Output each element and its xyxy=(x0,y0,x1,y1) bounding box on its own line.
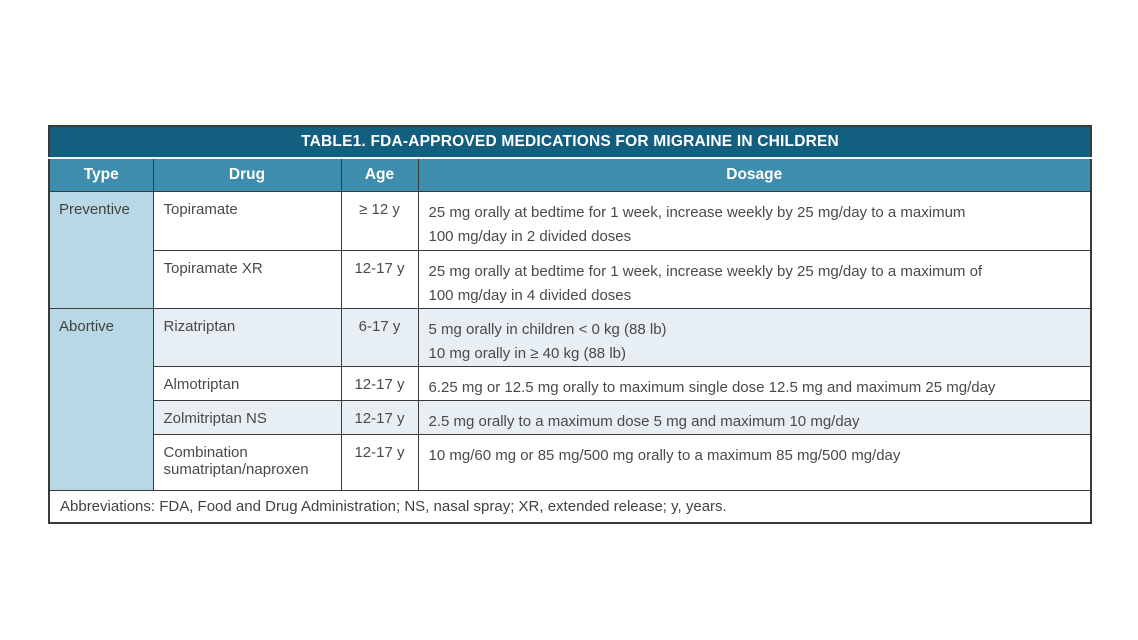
table-row-zolmitriptan-ns xyxy=(49,400,1091,434)
table-title-row xyxy=(49,126,1091,158)
column-header-type: Type xyxy=(49,158,153,191)
dosage-cell xyxy=(418,366,1091,400)
age-cell: 12-17 y xyxy=(341,434,418,490)
drug-cell: Zolmitriptan NS xyxy=(153,400,341,434)
fda-migraine-medications-table xyxy=(48,125,1092,524)
column-header-drug: Drug xyxy=(153,158,341,191)
drug-cell: Topiramate XR xyxy=(153,250,341,308)
column-header-dosage: Dosage xyxy=(418,158,1091,191)
dosage-line: 25 mg orally at bedtime for 1 week, increase weekly by 25 mg/day to a maximum xyxy=(428,203,966,221)
drug-cell: Topiramate xyxy=(153,191,341,250)
age-cell: 12-17 y xyxy=(341,250,418,308)
table-row-almotriptan xyxy=(49,366,1091,400)
dosage-line: 5 mg orally in children < 0 kg (88 lb) xyxy=(428,320,667,338)
dosage-cell xyxy=(418,400,1091,434)
table-title: TABLE1. FDA-APPROVED MEDICATIONS FOR MIGRAINE IN CHILDREN xyxy=(49,126,1091,158)
dosage-cell xyxy=(418,308,1091,366)
age-cell: 12-17 y xyxy=(341,400,418,434)
drug-cell: Combination sumatriptan/naproxen xyxy=(153,434,341,490)
table-footnote-row xyxy=(49,490,1091,523)
dosage-line: 10 mg orally in ≥ 40 kg (88 lb) xyxy=(428,344,626,362)
dosage-line: 2.5 mg orally to a maximum dose 5 mg and maximum 10 mg/day xyxy=(428,412,860,430)
dosage-line: 100 mg/day in 4 divided doses xyxy=(428,286,632,304)
dosage-line: 6.25 mg or 12.5 mg orally to maximum single dose 12.5 mg and maximum 25 mg/day xyxy=(428,378,996,396)
dosage-line: 100 mg/day in 2 divided doses xyxy=(428,227,632,245)
drug-cell: Rizatriptan xyxy=(153,308,341,366)
dosage-cell xyxy=(418,250,1091,308)
type-group-preventive: Preventive xyxy=(49,191,153,308)
dosage-cell xyxy=(418,191,1091,250)
age-cell: ≥ 12 y xyxy=(341,191,418,250)
column-header-age: Age xyxy=(341,158,418,191)
table-row-combination-sumatriptan-naproxen xyxy=(49,434,1091,490)
table-row-topiramate-xr xyxy=(49,250,1091,308)
age-cell: 12-17 y xyxy=(341,366,418,400)
dosage-line: 10 mg/60 mg or 85 mg/500 mg orally to a maximum 85 mg/500 mg/day xyxy=(428,446,901,464)
dosage-cell xyxy=(418,434,1091,490)
table-row-rizatriptan xyxy=(49,308,1091,366)
drug-cell: Almotriptan xyxy=(153,366,341,400)
abbreviations-footnote: Abbreviations: FDA, Food and Drug Administration; NS, nasal spray; XR, extended release; y, years. xyxy=(49,490,1091,523)
table-row-topiramate xyxy=(49,191,1091,250)
age-cell: 6-17 y xyxy=(341,308,418,366)
dosage-line: 25 mg orally at bedtime for 1 week, increase weekly by 25 mg/day to a maximum of xyxy=(428,262,983,280)
table-header-row xyxy=(49,158,1091,191)
type-group-abortive: Abortive xyxy=(49,308,153,490)
